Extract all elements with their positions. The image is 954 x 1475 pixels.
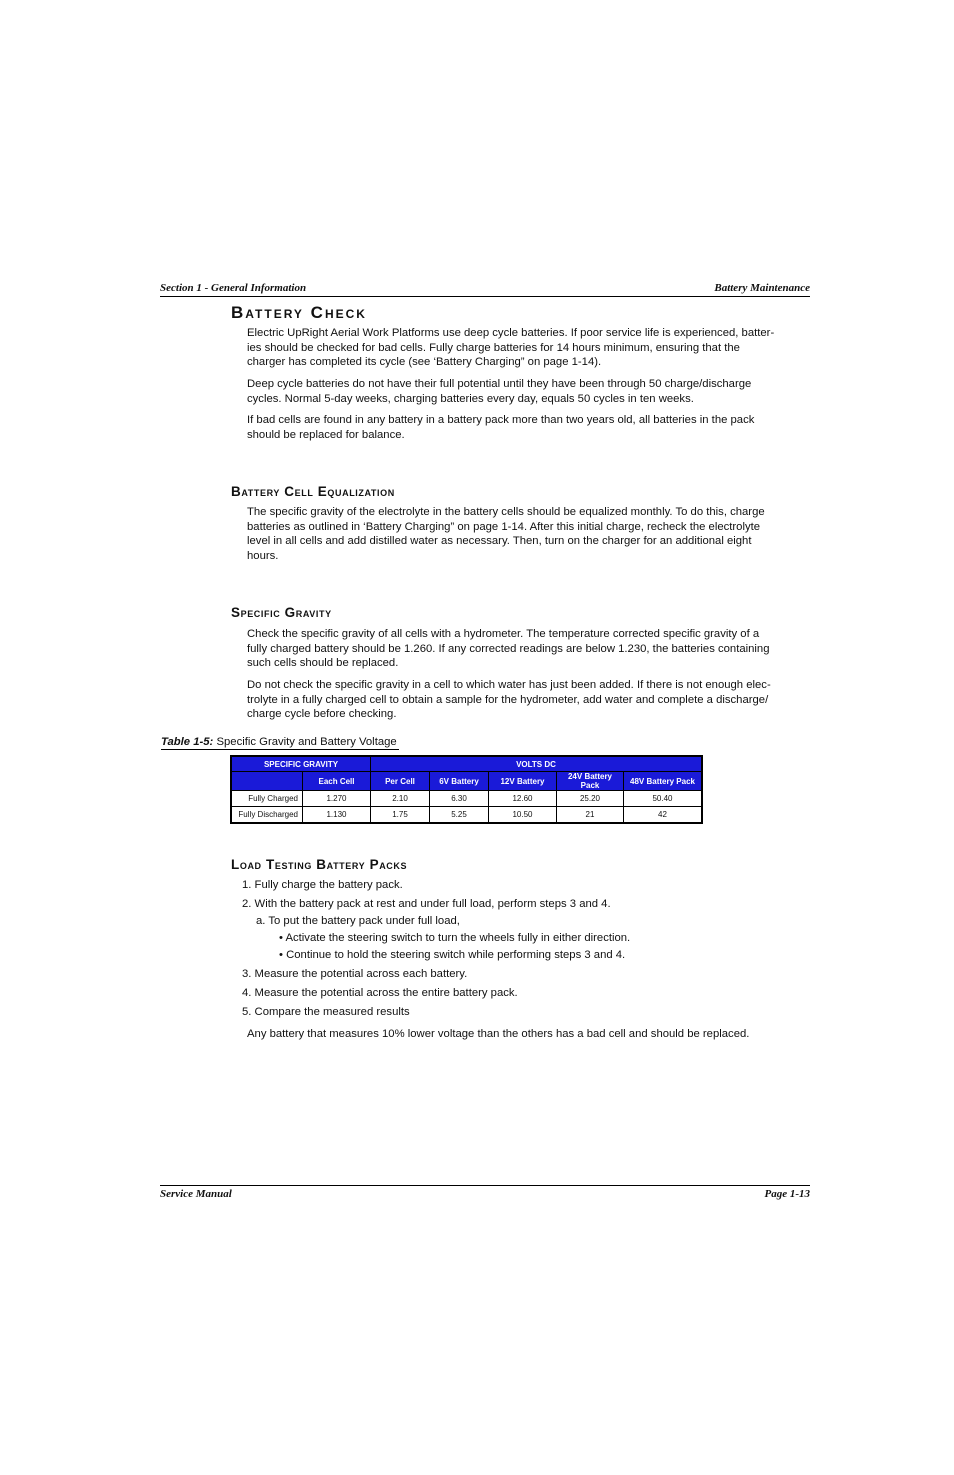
- table-row: [231, 791, 702, 807]
- table-row: [231, 807, 702, 824]
- table-cell: 5.25: [430, 807, 489, 824]
- text-line: trolyte in a fully charged cell to obtain a sample for the hydrometer, add water and complete a discharge/: [247, 693, 769, 706]
- list-item: • Continue to hold the steering switch while performing steps 3 and 4.: [279, 949, 626, 961]
- list-item: a. To put the battery pack under full load,: [256, 915, 460, 927]
- table-cell: Fully Discharged: [231, 807, 303, 824]
- column-header-blank: [231, 772, 303, 791]
- table-header-row: [231, 772, 702, 791]
- list-item: 1. Fully charge the battery pack.: [242, 879, 403, 891]
- heading-specific-gravity: Specific Gravity: [231, 605, 332, 620]
- group-header-specific-gravity: SPECIFIC GRAVITY: [231, 756, 371, 772]
- table-cell: 25.20: [557, 791, 624, 807]
- battery-check-paragraph-1: [247, 326, 807, 370]
- table-cell: 2.10: [371, 791, 430, 807]
- table-cell: 6.30: [430, 791, 489, 807]
- list-item: 5. Compare the measured results: [242, 1006, 410, 1018]
- table-cell: 50.40: [624, 791, 703, 807]
- table-cell: 12.60: [489, 791, 557, 807]
- heading-load-testing: Load Testing Battery Packs: [231, 857, 408, 872]
- header-topic: Battery Maintenance: [714, 282, 810, 294]
- equalization-paragraph: [247, 505, 807, 563]
- specific-gravity-paragraph-2: [247, 678, 807, 722]
- text-line: Electric UpRight Aerial Work Platforms use deep cycle batteries. If poor service life is experienced, batter-: [247, 327, 775, 339]
- group-header-volts-dc: VOLTS DC: [371, 756, 703, 772]
- table-cell: 1.130: [303, 807, 371, 824]
- heading-cell-equalization: Battery Cell Equalization: [231, 484, 395, 499]
- table-cell: 42: [624, 807, 703, 824]
- page-number: Page 1-13: [764, 1188, 810, 1200]
- list-item: • Activate the steering switch to turn the wheels fully in either direction.: [279, 932, 631, 944]
- header-section: Section 1 - General Information: [160, 282, 307, 294]
- text-line: fully charged battery should be 1.260. If any corrected readings are below 1.230, the batteries containing: [247, 642, 770, 655]
- text-line: The specific gravity of the electrolyte in the battery cells should be equalized monthly. To do this, charge: [247, 506, 765, 518]
- page-footer: [160, 1185, 810, 1200]
- list-item: 4. Measure the potential across the entire battery pack.: [242, 987, 518, 999]
- table-group-header-row: [231, 756, 702, 772]
- page-header: [160, 282, 810, 297]
- list-item: 3. Measure the potential across each battery.: [242, 968, 468, 980]
- battery-check-paragraph-2: [247, 377, 807, 406]
- text-line: Deep cycle batteries do not have their full potential until they have been through 50 charge/discharge: [247, 378, 752, 390]
- list-item: 2. With the battery pack at rest and under full load, perform steps 3 and 4.: [242, 898, 611, 910]
- specific-gravity-paragraph-1: [247, 627, 807, 671]
- specific-gravity-table: [230, 755, 703, 824]
- text-line: level in all cells and add distilled water as necessary. Then, turn on the charger for an additional eight: [247, 535, 752, 548]
- column-header-24v: 24V Battery Pack: [557, 772, 624, 791]
- table-caption-label: Table 1-5:: [161, 736, 214, 748]
- table-cell: 1.75: [371, 807, 430, 824]
- column-header-48v: 48V Battery Pack: [624, 772, 703, 791]
- table-caption: [161, 736, 399, 750]
- column-header-12v: 12V Battery: [489, 772, 557, 791]
- text-line: should be replaced for balance.: [247, 428, 405, 441]
- text-line: such cells should be replaced.: [247, 657, 399, 670]
- table-cell: 10.50: [489, 807, 557, 824]
- table-cell: 1.270: [303, 791, 371, 807]
- column-header-per-cell: Per Cell: [371, 772, 430, 791]
- text-line: If bad cells are found in any battery in a battery pack more than two years old, all batteries in the pack: [247, 414, 755, 426]
- closing-paragraph: Any battery that measures 10% lower voltage than the others has a bad cell and should be replaced.: [247, 1028, 750, 1040]
- text-line: batteries as outlined in ‘Battery Charging” on page 1-14. After this initial charge, recheck the electrolyte: [247, 520, 761, 533]
- table-cell: Fully Charged: [231, 791, 303, 807]
- text-line: Check the specific gravity of all cells with a hydrometer. The temperature corrected specific gravity of a: [247, 628, 760, 640]
- column-header-each-cell: Each Cell: [303, 772, 371, 791]
- column-header-6v: 6V Battery: [430, 772, 489, 791]
- footer-title: Service Manual: [160, 1188, 232, 1200]
- text-line: cycles. Normal 5-day weeks, charging batteries every day, equals 50 cycles in ten weeks.: [247, 392, 694, 405]
- text-line: hours.: [247, 549, 279, 562]
- text-line: Do not check the specific gravity in a cell to which water has just been added. If there is not enough elec-: [247, 679, 771, 691]
- battery-check-paragraph-3: [247, 413, 807, 442]
- text-line: charger has completed its cycle (see ‘Battery Charging” on page 1-14).: [247, 356, 602, 369]
- text-line: ies should be checked for bad cells. Fully charge batteries for 14 hours minimum, ensuring that the: [247, 341, 740, 354]
- heading-battery-check: Battery Check: [231, 303, 367, 322]
- text-line: charge cycle before checking.: [247, 708, 397, 721]
- table-caption-text: Specific Gravity and Battery Voltage: [213, 736, 397, 748]
- table-cell: 21: [557, 807, 624, 824]
